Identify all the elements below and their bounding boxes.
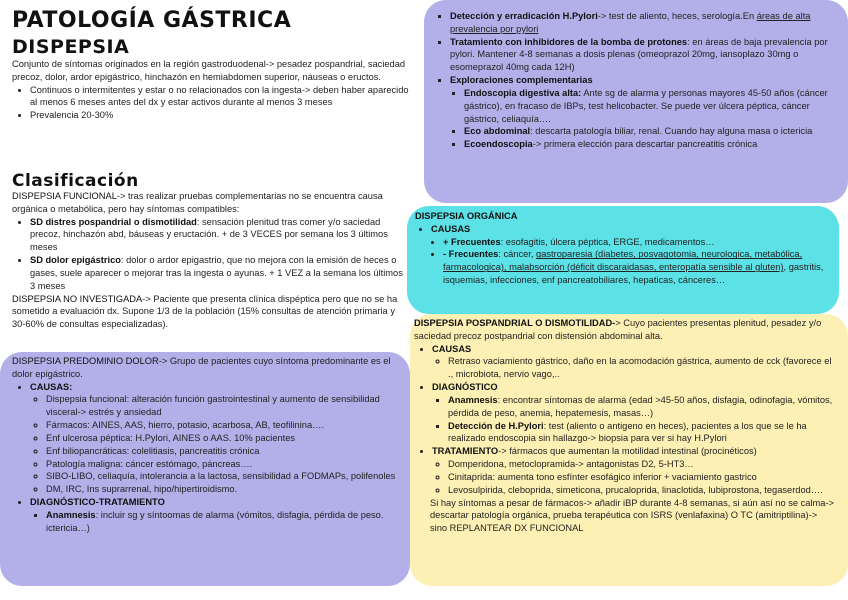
list-item: ◦ Fármacos: AINES, AAS, hierro, potasio, acarbosa, AB, teofilinina…. [46, 419, 396, 432]
list-item: ◦ SIBO-LIBO, celiaquía, intolerancia a la lactosa, sensibilidad a FODMAPs, polifenoles [46, 470, 396, 483]
no-investigada-title: DISPEPSIA NO INVESTIGADA [12, 293, 143, 304]
dis-hp-text: : test (aliento o antigeno en heces), pacientes a los que se le ha realizado endoscopia sin hallazgo-> biopsia para ver si hay H.Pylori [448, 420, 807, 444]
list-item [30, 254, 404, 292]
menos-text2: , gastritis, isquemias, infecciones, enf pancreatobiliares, hepaticas, cánceres… [443, 262, 824, 286]
list-item [450, 74, 836, 151]
organica-title: DISPEPSIA ORGÁNICA [415, 211, 518, 221]
list-item: ◦ Cinitaprida: aumenta tono esfínter esofágico inferior + vaciamiento gastrico [448, 471, 836, 484]
funcional-paragraph [12, 190, 404, 216]
list-item [443, 236, 827, 249]
sd1-title: SD distres pospandrial o dismotilidad [30, 216, 197, 227]
clasificacion-heading: Clasificación [12, 171, 139, 191]
hp-item3-title: Exploraciones complementarias [450, 75, 593, 86]
list-item: ◦ Patología maligna: cáncer estómago, páncreas…. [46, 458, 396, 471]
dolor-causas-label: CAUSAS: [30, 381, 73, 392]
dis-hp-title: Detección de H.Pylori [448, 420, 544, 431]
sd2-text: : dolor o ardor epigastrio, que no mejora con la emisión de heces o gases, suele aparecer o mejorar tras la ingesta o ayunas. + 1 VEZ a la semana los últimos 3 meses [30, 255, 403, 291]
dolor-title: DISPEPSIA PREDOMINIO DOLOR- [12, 356, 162, 366]
list-item: ◦ Enf biliopancráticas: colelitiasis, pancreatitis crónica [46, 445, 396, 458]
frecuentes-text: : esofagitis, úlcera péptica, ERGE, medicamentos… [500, 236, 715, 247]
sd1-text: : sensación plenitud tras comer y/o saciedad precoz, hinchazón abd, báuseas y eructación. + de 3 VECES por semana los 3 últimos meses [30, 216, 388, 253]
list-item: ◦ Levosulpirida, cleboprida, simeticona, prucaloprida, linaclotida, lubiprostona, tegaserdod…. [448, 484, 836, 497]
funcional-text: -> tras realizar pruebas complementarias no se encuentra causa orgánica o metabólica, pero hay síntomas compatibles: [12, 191, 383, 214]
list-item: ◦ Dispepsia funcional: alteración función gastrointestinal y aumento de sensibilidad visceral-> estrés y ansiedad [46, 393, 396, 419]
organica-box [407, 206, 839, 314]
list-item [432, 343, 836, 381]
menos-link: gastroparesia (diabetes, posvagotomia, neurologica, metabólica, farmacologica), malabsorción (déficit discaraidasas, enteropatía sensible al gluten) [443, 249, 803, 273]
list-item [30, 216, 404, 254]
hp-item1-link: áreas de alta prevalencia por pylori [450, 11, 811, 34]
list-item: • Prevalencia 20-30% [30, 109, 412, 122]
dispepsia-heading: DISPEPSIA [12, 36, 130, 58]
dismotilidad-dx-label: DIAGNÓSTICO [432, 382, 498, 393]
dolor-dx-label: DIAGNÓSTICO-TRATAMIENTO [30, 497, 165, 508]
dolor-title-text: > Grupo de pacientes cuyo síntoma predominante es el dolor epigástrico. [12, 356, 391, 379]
dispepsia-section [12, 58, 412, 122]
hp-item1-text: -> test de aliento, heces, serología.En [597, 11, 757, 21]
hp-item2-text: : en áreas de baja prevalencia por pylori. Mantener 4-8 semanas a dosis plenas (omeoprazol 20mg, iansoplazo 30mg o esomeprazol 40mg cada 12H) [450, 36, 828, 73]
dolor-anamnesis-text: : incluir sg y síntoomas de alarma (vómitos, disfagia, pérdida de peso. ictericia…) [46, 509, 384, 533]
list-item [450, 36, 836, 74]
tto-title: TRATAMIENTO [432, 446, 499, 457]
list-item [46, 509, 396, 535]
dismotilidad-causas-label: CAUSAS [432, 343, 472, 354]
tto-text: -> fármacos que aumentan la motilidad intestinal (procinéticos) [498, 446, 757, 457]
dis-anamnesis-title: Anamnesis [448, 394, 498, 405]
eco-text: : descarta patología biliar, renal. Cuando hay alguna masa o ictericia [530, 126, 813, 137]
list-item [30, 496, 396, 534]
list-item: • Continuos o intermitentes y estar o no relacionados con la ingesta-> deben haber aparecido al menos 6 meses antes del dx y estar activos durante al menos 3 meses [30, 84, 412, 110]
menos-title: - Frecuentes [443, 249, 499, 260]
dismotilidad-box [410, 314, 848, 586]
list-item [450, 10, 836, 36]
hpylori-box [424, 0, 848, 203]
dismotilidad-title-text: > Cuyo pacientes presentas plenitud, pesadez y/o saciedad precoz postpandrial con distensión abdominal alta. [414, 318, 822, 341]
eco-title: Eco abdominal [464, 126, 531, 137]
list-item: ◦ DM, IRC, Ins suprarrenal, hipo/hipertiroidismo. [46, 483, 396, 496]
list-item: ◦ Enf ulcerosa péptica: H.Pylori, AINES o AAS. 10% pacientes [46, 432, 396, 445]
no-investigada-text: -> Paciente que presenta clínica dispéptica pero que no se ha sometido a evaluación dx. Supone 1/3 de la población (15% consultas de atención primaria y 30-60% de consultas especializadas). [12, 293, 398, 330]
ecoendo-text: -> primera elección para descartar pancreatitis crónica [532, 139, 758, 150]
menos-text1: : cáncer, [498, 249, 537, 260]
ecoendo-title: Ecoendoscopia [464, 139, 533, 150]
dismotilidad-title: DISPEPSIA POSPANDRIAL O DISMOTILIDAD- [414, 318, 616, 328]
list-item [432, 445, 836, 496]
endo-title: Endoscopia digestiva alta: [464, 87, 582, 98]
list-item: ◦ Retraso vaciamiento gástrico, daño en la acomodación gástrica, aumento de cck (favorece el ., microbiota, nervio vago,.. [448, 355, 836, 381]
dolor-title-paragraph [12, 355, 396, 381]
list-item [464, 138, 836, 151]
dispepsia-definition: Conjunto de síntomas originados en la región gastroduodenal-> pesadez pospandrial, saciedad precoz, dolor, ardor epigástrico, hinchazón en hemiabdomen superior, náuseas o eructos. [12, 59, 406, 82]
hp-item1-title: Detección y erradicación H.Pylori [450, 11, 598, 21]
organica-causas-label: CAUSAS [431, 223, 471, 234]
list-item [432, 381, 836, 445]
hp-item2-title: Tratamiento con inhibidores de la bomba de protones [450, 36, 688, 47]
sd2-title: SD dolor epigástrico [30, 255, 121, 266]
endo-text: Ante sg de alarma y personas mayores 45-50 años (cáncer gástrico), en fracaso de IBPs, test helicobacter. Se puede ver úlcera péptica, cáncer gástrico, celiaquía…. [464, 87, 828, 124]
funcional-title: DISPEPSIA FUNCIONAL [12, 191, 117, 201]
no-investigada-paragraph [12, 293, 404, 331]
list-item [448, 394, 836, 420]
dismotilidad-title-paragraph [414, 317, 836, 343]
clasificacion-section [12, 190, 404, 331]
frecuentes-title: + Frecuentes [443, 236, 501, 247]
list-item [431, 223, 827, 287]
dis-anamnesis-text: : encontrar síntomas de alarma (edad >45-50 años, disfagia, odinofagia, vómitos, pérdida de peso, anemia, hepatemesis, masas…) [448, 394, 833, 418]
list-item [443, 248, 827, 286]
list-item [30, 381, 396, 496]
list-item [464, 125, 836, 138]
page-title: PATOLOGÍA GÁSTRICA [12, 8, 292, 33]
dolor-anamnesis-title: Anamnesis [46, 509, 96, 520]
list-item [448, 420, 836, 446]
list-item [464, 87, 836, 125]
dolor-box [0, 352, 410, 586]
list-item: ◦ Domperidona, metoclopramida-> antagonistas D2, 5-HT3… [448, 458, 836, 471]
dismotilidad-footer: Si hay síntomas a pesar de fármacos-> añadir iBP durante 4-8 semanas, si aún así no se calma-> descartar patología orgánica, prueba terapéutica con ISRS (venlafaxina) O TC (amitriptilina)-> sino REPLANTEAR DX FUNCIONAL [430, 497, 834, 534]
